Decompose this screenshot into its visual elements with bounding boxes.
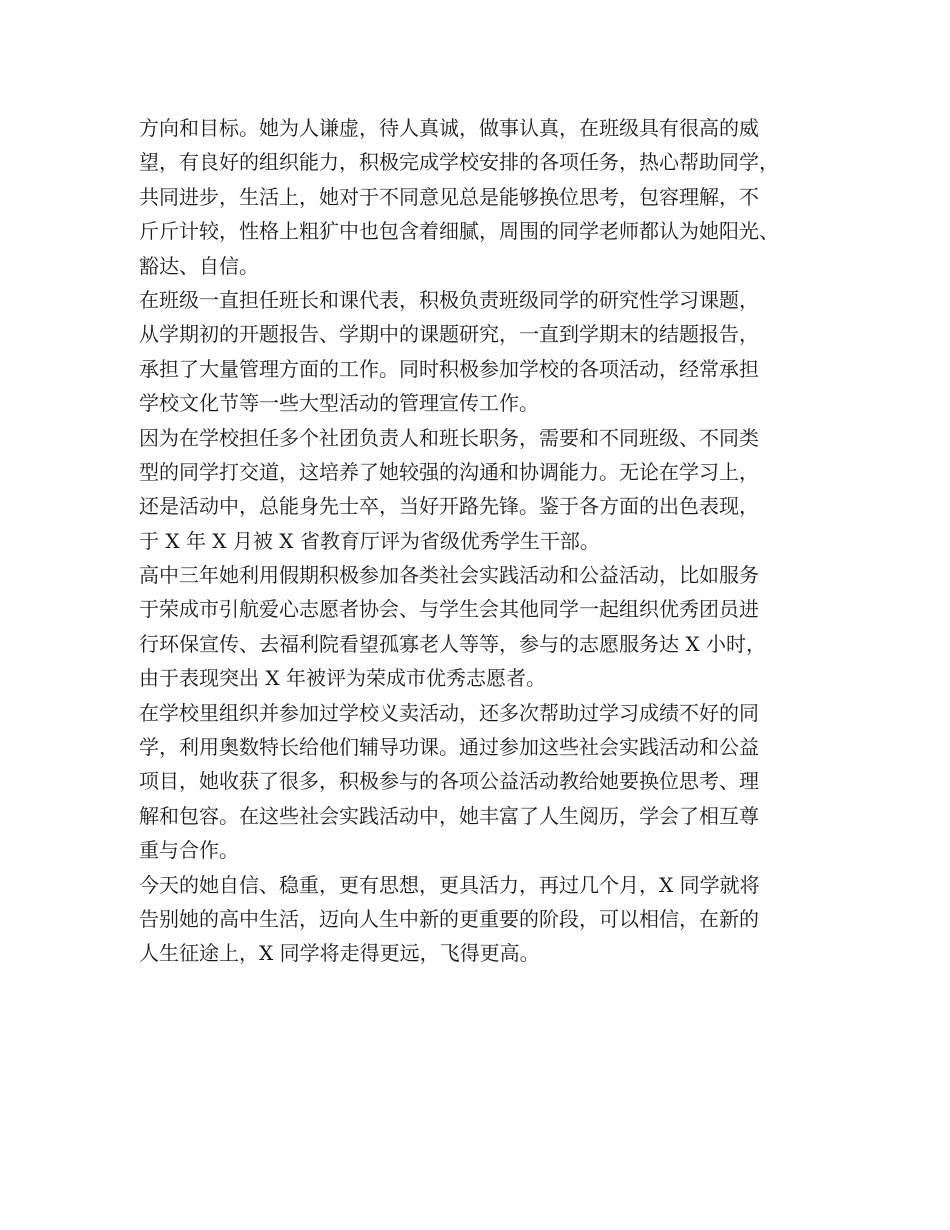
text-line: 今天的她自信、稳重，更有思想，更具活力，再过几个月，X 同学就将 — [139, 872, 760, 897]
text-line: 由于表现突出 X 年被评为荣成市优秀志愿者。 — [139, 666, 546, 691]
text-line: 共同进步，生活上，她对于不同意见总是能够换位思考，包容理解，不 — [139, 184, 759, 209]
text-line: 在班级一直担任班长和课代表，积极负责班级同学的研究性学习课题， — [139, 287, 759, 312]
text-line: 斤斤计较，性格上粗犷中也包含着细腻，周围的同学老师都认为她阳光、 — [139, 219, 779, 244]
document-body — [139, 111, 829, 971]
text-line: 重与合作。 — [139, 838, 239, 863]
text-line: 豁达、自信。 — [139, 253, 259, 278]
text-line: 行环保宣传、去福利院看望孤寡老人等等，参与的志愿服务达 X 小时， — [139, 631, 766, 656]
text-line: 于 X 年 X 月被 X 省教育厅评为省级优秀学生干部。 — [139, 528, 600, 553]
text-line: 于荣成市引航爱心志愿者协会、与学生会其他同学一起组织优秀团员进 — [139, 597, 759, 622]
text-line: 还是活动中，总能身先士卒，当好开路先锋。鉴于各方面的出色表现， — [139, 494, 759, 519]
text-line: 从学期初的开题报告、学期中的课题研究，一直到学期末的结题报告， — [139, 322, 759, 347]
text-line: 高中三年她利用假期积极参加各类社会实践活动和公益活动，比如服务 — [139, 563, 759, 588]
text-line: 型的同学打交道，这培养了她较强的沟通和协调能力。无论在学习上， — [139, 459, 759, 484]
text-line: 学，利用奥数特长给他们辅导功课。通过参加这些社会实践活动和公益 — [139, 735, 759, 760]
text-line: 学校文化节等一些大型活动的管理宣传工作。 — [139, 391, 539, 416]
text-line: 告别她的高中生活，迈向人生中新的更重要的阶段，可以相信，在新的 — [139, 906, 759, 931]
text-line: 在学校里组织并参加过学校义卖活动，还多次帮助过学习成绩不好的同 — [139, 700, 759, 725]
text-line: 因为在学校担任多个社团负责人和班长职务，需要和不同班级、不同类 — [139, 425, 759, 450]
text-line: 承担了大量管理方面的工作。同时积极参加学校的各项活动，经常承担 — [139, 356, 759, 381]
text-line: 人生征途上，X 同学将走得更远，飞得更高。 — [139, 941, 540, 966]
text-line: 望，有良好的组织能力，积极完成学校安排的各项任务，热心帮助同学， — [139, 150, 779, 175]
text-line: 解和包容。在这些社会实践活动中，她丰富了人生阅历，学会了相互尊 — [139, 803, 759, 828]
text-line: 方向和目标。她为人谦虚，待人真诚，做事认真，在班级具有很高的威 — [139, 116, 759, 140]
text-line: 项目，她收获了很多，积极参与的各项公益活动教给她要换位思考、理 — [139, 769, 759, 794]
